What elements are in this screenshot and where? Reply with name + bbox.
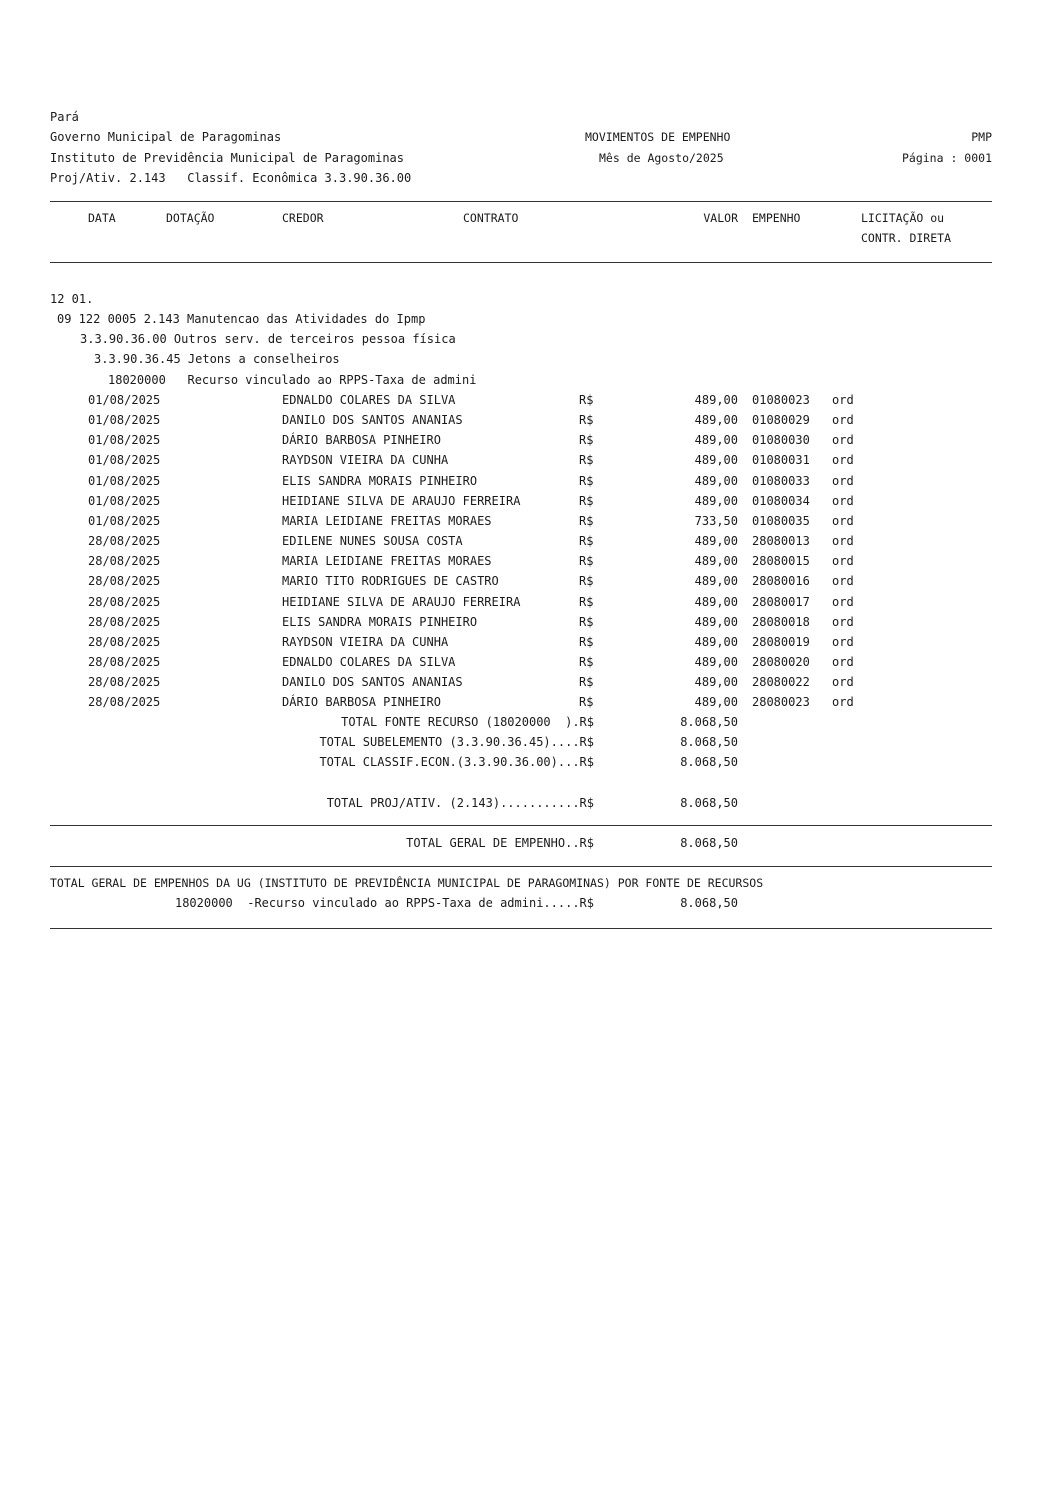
row-value: 489,00 — [694, 393, 738, 407]
total-proj-value: 8.068,50 — [680, 796, 738, 810]
row-empenho: 28080017 — [752, 595, 810, 609]
row-type: ord — [832, 615, 854, 629]
row-date: 28/08/2025 — [88, 574, 161, 588]
divider — [50, 866, 992, 867]
report-title: MOVIMENTOS DE EMPENHO — [585, 130, 731, 144]
row-empenho: 28080019 — [752, 635, 810, 649]
row-creditor: HEIDIANE SILVA DE ARAUJO FERREIRA — [282, 595, 521, 609]
row-type: ord — [832, 393, 854, 407]
row-value: 489,00 — [694, 433, 738, 447]
total-subelemento-label: TOTAL SUBELEMENTO (3.3.90.36.45)....R$ — [319, 735, 594, 749]
col-credor: CREDOR — [282, 211, 324, 225]
row-value: 489,00 — [694, 413, 738, 427]
row-creditor: MARIA LEIDIANE FREITAS MORAES — [282, 554, 492, 568]
total-geral-value: 8.068,50 — [680, 836, 738, 850]
row-date: 28/08/2025 — [88, 595, 161, 609]
subelement-line: 3.3.90.36.45 Jetons a conselheiros — [94, 352, 340, 366]
row-currency: R$ — [579, 655, 594, 669]
row-empenho: 01080033 — [752, 474, 810, 488]
row-type: ord — [832, 433, 854, 447]
col-valor: VALOR — [703, 211, 738, 225]
program-line: 09 122 0005 2.143 Manutencao das Atividades do Ipmp — [57, 312, 426, 326]
classif-line: 3.3.90.36.00 Outros serv. de terceiros pessoa física — [80, 332, 456, 346]
divider — [50, 201, 992, 202]
total-fonte-label: TOTAL FONTE RECURSO (18020000 ).R$ — [341, 715, 594, 729]
row-date: 01/08/2025 — [88, 514, 161, 528]
total-subelemento-value: 8.068,50 — [680, 735, 738, 749]
row-empenho: 28080018 — [752, 615, 810, 629]
row-value: 489,00 — [694, 574, 738, 588]
row-value: 489,00 — [694, 554, 738, 568]
row-currency: R$ — [579, 574, 594, 588]
row-currency: R$ — [579, 393, 594, 407]
row-currency: R$ — [579, 554, 594, 568]
row-type: ord — [832, 413, 854, 427]
row-creditor: DANILO DOS SANTOS ANANIAS — [282, 675, 463, 689]
row-date: 01/08/2025 — [88, 494, 161, 508]
row-type: ord — [832, 554, 854, 568]
row-currency: R$ — [579, 595, 594, 609]
row-empenho: 01080031 — [752, 453, 810, 467]
row-type: ord — [832, 574, 854, 588]
row-currency: R$ — [579, 675, 594, 689]
row-currency: R$ — [579, 695, 594, 709]
row-creditor: DÁRIO BARBOSA PINHEIRO — [282, 695, 441, 709]
row-value: 489,00 — [694, 675, 738, 689]
row-creditor: EDNALDO COLARES DA SILVA — [282, 393, 456, 407]
row-date: 01/08/2025 — [88, 453, 161, 467]
row-date: 28/08/2025 — [88, 655, 161, 669]
row-value: 489,00 — [694, 615, 738, 629]
divider — [50, 262, 992, 263]
row-type: ord — [832, 675, 854, 689]
page-number: Página : 0001 — [901, 151, 992, 165]
col-data: DATA — [88, 211, 116, 225]
row-creditor: MARIO TITO RODRIGUES DE CASTRO — [282, 574, 499, 588]
row-currency: R$ — [579, 494, 594, 508]
row-creditor: HEIDIANE SILVA DE ARAUJO FERREIRA — [282, 494, 521, 508]
row-type: ord — [832, 494, 854, 508]
row-value: 489,00 — [694, 595, 738, 609]
row-type: ord — [832, 534, 854, 548]
col-contr-direta: CONTR. DIRETA — [861, 231, 952, 245]
total-classif-value: 8.068,50 — [680, 755, 738, 769]
row-type: ord — [832, 695, 854, 709]
row-currency: R$ — [579, 514, 594, 528]
row-type: ord — [832, 514, 854, 528]
government-name: Governo Municipal de Paragominas — [50, 130, 282, 144]
row-value: 489,00 — [694, 655, 738, 669]
row-empenho: 28080022 — [752, 675, 810, 689]
row-empenho: 01080023 — [752, 393, 810, 407]
col-empenho: EMPENHO — [752, 211, 801, 225]
row-empenho: 28080016 — [752, 574, 810, 588]
proj-classif-line: Proj/Ativ. 2.143 Classif. Econômica 3.3.90.36.00 — [50, 171, 412, 185]
unit-code: 12 01. — [50, 292, 94, 306]
row-type: ord — [832, 595, 854, 609]
row-value: 489,00 — [694, 635, 738, 649]
row-empenho: 28080020 — [752, 655, 810, 669]
row-value: 489,00 — [694, 494, 738, 508]
row-creditor: RAYDSON VIEIRA DA CUNHA — [282, 453, 449, 467]
row-creditor: DÁRIO BARBOSA PINHEIRO — [282, 433, 441, 447]
total-geral-label: TOTAL GERAL DE EMPENHO..R$ — [406, 836, 594, 850]
institute-name: Instituto de Previdência Municipal de Paragominas — [50, 151, 405, 165]
row-type: ord — [832, 635, 854, 649]
org-code: PMP — [971, 130, 992, 144]
row-currency: R$ — [579, 433, 594, 447]
row-creditor: ELIS SANDRA MORAIS PINHEIRO — [282, 615, 478, 629]
row-value: 489,00 — [694, 695, 738, 709]
row-date: 01/08/2025 — [88, 433, 161, 447]
row-currency: R$ — [579, 615, 594, 629]
row-date: 28/08/2025 — [88, 615, 161, 629]
row-value: 733,50 — [694, 514, 738, 528]
summary-resource-value: 8.068,50 — [680, 896, 738, 910]
row-empenho: 28080023 — [752, 695, 810, 709]
row-type: ord — [832, 453, 854, 467]
row-type: ord — [832, 474, 854, 488]
row-value: 489,00 — [694, 474, 738, 488]
row-creditor: MARIA LEIDIANE FREITAS MORAES — [282, 514, 492, 528]
row-date: 28/08/2025 — [88, 635, 161, 649]
row-date: 01/08/2025 — [88, 413, 161, 427]
state-name: Pará — [50, 110, 79, 124]
row-empenho: 28080015 — [752, 554, 810, 568]
row-empenho: 01080029 — [752, 413, 810, 427]
row-date: 28/08/2025 — [88, 695, 161, 709]
row-type: ord — [832, 655, 854, 669]
row-value: 489,00 — [694, 534, 738, 548]
row-date: 01/08/2025 — [88, 393, 161, 407]
total-fonte-value: 8.068,50 — [680, 715, 738, 729]
row-currency: R$ — [579, 534, 594, 548]
summary-heading: TOTAL GERAL DE EMPENHOS DA UG (INSTITUTO DE PREVIDÊNCIA MUNICIPAL DE PARAGOMINAS) POR FONTE DE RECURSOS — [50, 876, 764, 890]
row-date: 01/08/2025 — [88, 474, 161, 488]
row-date: 28/08/2025 — [88, 554, 161, 568]
row-creditor: ELIS SANDRA MORAIS PINHEIRO — [282, 474, 478, 488]
row-empenho: 01080035 — [752, 514, 810, 528]
total-classif-label: TOTAL CLASSIF.ECON.(3.3.90.36.00)...R$ — [319, 755, 594, 769]
col-dotacao: DOTAÇÃO — [166, 211, 215, 225]
col-licitacao: LICITAÇÃO ou — [861, 211, 945, 225]
divider — [50, 928, 992, 929]
row-creditor: RAYDSON VIEIRA DA CUNHA — [282, 635, 449, 649]
summary-resource-line: 18020000 -Recurso vinculado ao RPPS-Taxa de admini.....R$ — [174, 896, 594, 910]
col-contrato: CONTRATO — [463, 211, 519, 225]
row-value: 489,00 — [694, 453, 738, 467]
row-currency: R$ — [579, 413, 594, 427]
row-creditor: DANILO DOS SANTOS ANANIAS — [282, 413, 463, 427]
row-date: 28/08/2025 — [88, 534, 161, 548]
row-currency: R$ — [579, 635, 594, 649]
row-creditor: EDILENE NUNES SOUSA COSTA — [282, 534, 463, 548]
resource-line: 18020000 Recurso vinculado ao RPPS-Taxa de admini — [108, 373, 477, 387]
row-creditor: EDNALDO COLARES DA SILVA — [282, 655, 456, 669]
row-currency: R$ — [579, 453, 594, 467]
divider — [50, 825, 992, 826]
row-empenho: 01080034 — [752, 494, 810, 508]
report-period: Mês de Agosto/2025 — [599, 151, 724, 165]
row-empenho: 28080013 — [752, 534, 810, 548]
row-date: 28/08/2025 — [88, 675, 161, 689]
total-proj-label: TOTAL PROJ/ATIV. (2.143)...........R$ — [326, 796, 594, 810]
row-empenho: 01080030 — [752, 433, 810, 447]
row-currency: R$ — [579, 474, 594, 488]
